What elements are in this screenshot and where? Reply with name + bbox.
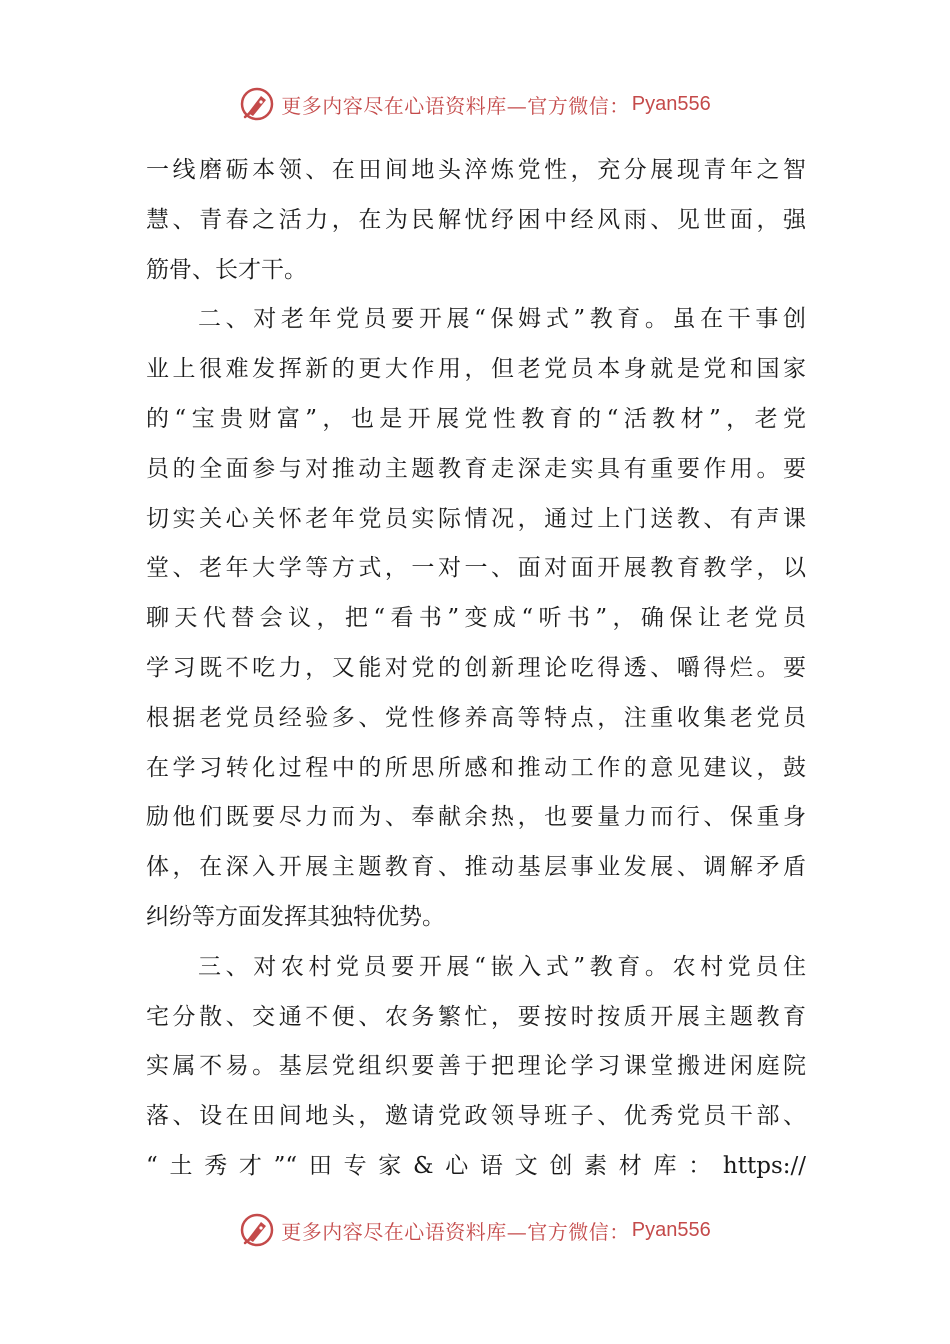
paragraph-line: 根据老党员经验多、党性修养高等特点，注重收集老党员 xyxy=(146,704,806,731)
paragraph-line: 一线磨砺本领、在田间地头淬炼党性，充分展现青年之智 xyxy=(146,157,806,183)
paragraph-line: 业上很难发挥新的更大作用，但老党员本身就是党和国家 xyxy=(146,356,806,383)
watermark-wechat-id: Pyan556 xyxy=(631,1218,711,1241)
paragraph-line: 堂、老年大学等方式，一对一、面对面开展教育教学，以 xyxy=(146,555,806,582)
watermark-text: 更多内容尽在心语资料库—官方微信： xyxy=(281,93,630,118)
pen-nib-logo-icon xyxy=(239,86,275,122)
pen-nib-logo-icon xyxy=(239,1212,275,1248)
paragraph-line: 切实关心关怀老年党员实际情况，通过上门送教、有声课 xyxy=(146,505,806,532)
paragraph-line: 励他们既要尽力而为、奉献余热，也要量力而行、保重身 xyxy=(146,804,806,831)
document-body xyxy=(146,146,806,1192)
watermark-wechat-id: Pyan556 xyxy=(631,92,711,115)
paragraph-line: 落、设在田间地头，邀请党政领导班子、优秀党员干部、 xyxy=(146,1103,806,1130)
watermark-text: 更多内容尽在心语资料库—官方微信： xyxy=(281,1219,630,1244)
paragraph-line: 筋骨、长才干。 xyxy=(146,256,307,283)
paragraph-line: 学习既不吃力，又能对党的创新理论吃得透、嚼得烂。要 xyxy=(146,654,806,681)
paragraph-line: 体，在深入开展主题教育、推动基层事业发展、调解矛盾 xyxy=(146,854,806,881)
paragraph-line: 员的全面参与对推动主题教育走深走实具有重要作用。要 xyxy=(146,455,806,482)
paragraph-line: 实属不易。基层党组织要善于把理论学习课堂搬进闲庭院 xyxy=(146,1053,806,1080)
paragraph-line: 慧、青春之活力，在为民解忧纾困中经风雨、见世面，强 xyxy=(146,206,806,233)
header-watermark xyxy=(0,84,950,124)
paragraph-line: 纠纷等方面发挥其独特优势。 xyxy=(146,903,445,930)
paragraph-line: “土秀才”“田专家&心语文创素材库：https:// xyxy=(146,1152,806,1179)
paragraph-line: 聊天代替会议，把“看书”变成“听书”，确保让老党员 xyxy=(146,605,806,632)
paragraph-line: 在学习转化过程中的所思所感和推动工作的意见建议，鼓 xyxy=(146,754,806,781)
paragraph-line: 二、对老年党员要开展“保姆式”教育。虽在干事创 xyxy=(198,306,806,333)
footer-watermark xyxy=(0,1210,950,1250)
paragraph-line: 宅分散、交通不便、农务繁忙，要按时按质开展主题教育 xyxy=(146,1003,806,1030)
paragraph-line: 三、对农村党员要开展“嵌入式”教育。农村党员住 xyxy=(198,953,806,980)
paragraph-line: 的“宝贵财富”，也是开展党性教育的“活教材”，老党 xyxy=(146,405,806,432)
